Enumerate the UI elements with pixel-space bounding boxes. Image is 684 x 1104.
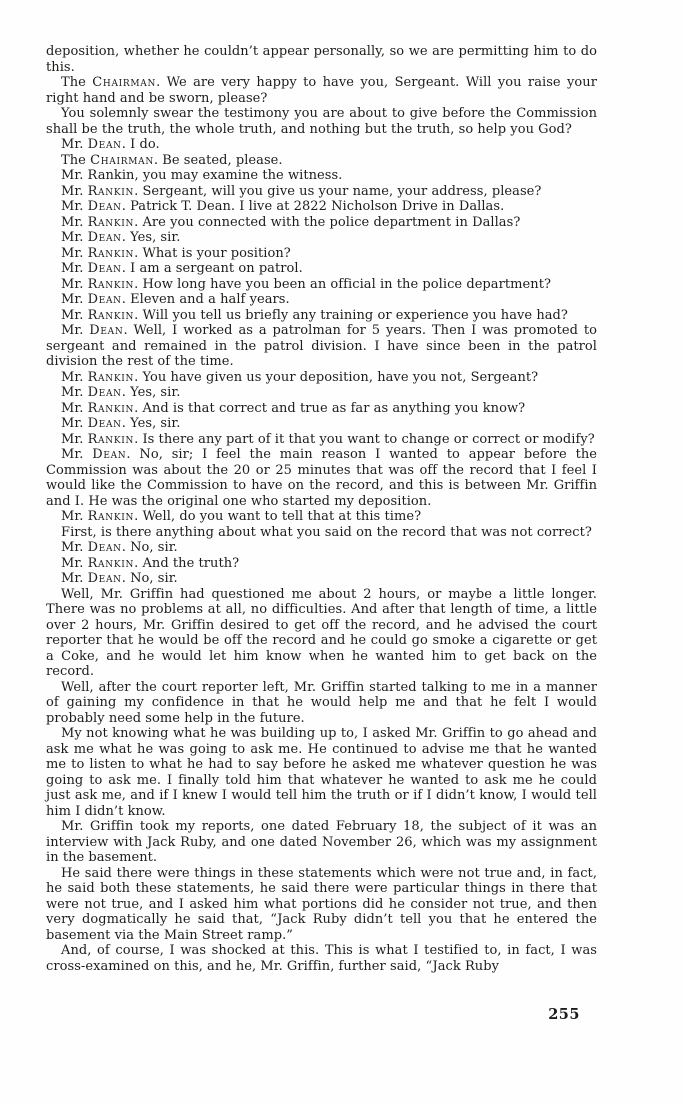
speaker-name: Chairman bbox=[92, 75, 157, 90]
paragraph bbox=[46, 137, 597, 153]
paragraph bbox=[46, 184, 597, 200]
paragraph-text: Mr. bbox=[61, 199, 88, 214]
paragraph-text: . No, sir; I feel the main reason I wanted to appear before the Commission was about the 20 or 25 minutes that was off the record that I feel I would like the Commission to have on the record, and this is between Mr. Griffin and I. He was the original one who started my deposition. bbox=[46, 447, 598, 509]
paragraph-text: You solemnly swear the testimony you are about to give before the Commission shall be the truth, the whole truth, and nothing but the truth, so help you God? bbox=[46, 106, 597, 137]
paragraph-text: Mr. bbox=[61, 261, 88, 276]
text-block bbox=[46, 44, 597, 974]
speaker-name: Rankin bbox=[87, 509, 135, 524]
speaker-name: Dean bbox=[87, 137, 122, 152]
paragraph-text: Mr. bbox=[61, 571, 88, 586]
paragraph bbox=[46, 385, 597, 401]
paragraph bbox=[46, 943, 597, 974]
speaker-name: Dean bbox=[87, 261, 122, 276]
paragraph-text: Mr. bbox=[61, 369, 88, 385]
speaker-name: Dean bbox=[87, 540, 122, 555]
paragraph bbox=[46, 447, 597, 509]
paragraph bbox=[46, 277, 597, 293]
paragraph-text: Well, after the court reporter left, Mr. Griffin started talking to me in a manner of gaining my confidence in that he would help me and that he felt I would probably need some help in the future. bbox=[46, 679, 597, 726]
speaker-name: Dean bbox=[87, 416, 122, 431]
paragraph-text: . Yes, sir. bbox=[121, 416, 181, 431]
paragraph bbox=[46, 199, 597, 215]
paragraph-text: . Yes, sir. bbox=[121, 385, 181, 400]
paragraph-text: . What is your position? bbox=[134, 245, 291, 261]
paragraph bbox=[46, 571, 597, 587]
paragraph-text: Mr. bbox=[61, 323, 90, 338]
paragraph-text: Mr. bbox=[61, 509, 88, 524]
paragraph bbox=[46, 509, 597, 525]
paragraph bbox=[46, 370, 597, 386]
paragraph-text: He said there were things in these statements which were not true and, in fact, he said both these statements, he said there were particular things in there that were not true, and I asked him what portions did he consider not true, and then very dogmatically he said that, “Jack Ruby didn’t tell you that he entered the basement via the Main Street ramp.” bbox=[46, 865, 597, 943]
speaker-name: Dean bbox=[89, 323, 124, 338]
paragraph-text: Mr. bbox=[61, 431, 88, 447]
speaker-name: Rankin bbox=[87, 555, 135, 571]
paragraph-text: . I am a sergeant on patrol. bbox=[121, 261, 303, 276]
paragraph bbox=[46, 866, 597, 944]
paragraph-text: . Yes, sir. bbox=[121, 230, 181, 245]
paragraph-text: Mr. bbox=[61, 400, 88, 416]
paragraph-text: . I do. bbox=[121, 137, 160, 152]
paragraph-text: Mr. bbox=[61, 276, 88, 292]
paragraph-text: Mr. bbox=[61, 540, 88, 555]
paragraph bbox=[46, 726, 597, 819]
speaker-name: Dean bbox=[87, 230, 122, 245]
speaker-name: Rankin bbox=[87, 307, 135, 323]
paragraph-text: And, of course, I was shocked at this. This is what I testified to, in fact, I was cross-examined on this, and he, Mr. Griffin, further said, “Jack Ruby bbox=[46, 943, 597, 974]
paragraph-text: . Well, do you want to tell that at this time? bbox=[134, 509, 422, 524]
speaker-name: Rankin bbox=[87, 214, 135, 230]
speaker-name: Rankin bbox=[87, 276, 135, 292]
paragraph-text: . No, sir. bbox=[121, 540, 178, 555]
paragraph-text: Mr. bbox=[61, 292, 88, 307]
paragraph bbox=[46, 525, 597, 541]
paragraph bbox=[46, 556, 597, 572]
paragraph-text: . How long have you been an official in the police department? bbox=[134, 276, 551, 292]
paragraph-text: The bbox=[61, 152, 91, 168]
paragraph-text: Mr. bbox=[61, 416, 88, 431]
paragraph bbox=[46, 215, 597, 231]
paragraph bbox=[46, 230, 597, 246]
paragraph-text: . Patrick T. Dean. I live at 2822 Nicholson Drive in Dallas. bbox=[121, 199, 505, 214]
paragraph bbox=[46, 540, 597, 556]
paragraph-text: . You have given us your deposition, have you not, Sergeant? bbox=[134, 369, 539, 385]
speaker-name: Rankin bbox=[87, 369, 135, 385]
paragraph-text: . And is that correct and true as far as anything you know? bbox=[134, 400, 526, 416]
paragraph-text: Mr. bbox=[61, 385, 88, 400]
speaker-name: Rankin bbox=[87, 431, 135, 447]
speaker-name: Dean bbox=[87, 292, 122, 307]
paragraph-text: . Be seated, please. bbox=[153, 152, 283, 168]
paragraph bbox=[46, 819, 597, 866]
paragraph bbox=[46, 168, 597, 184]
paragraph bbox=[46, 401, 597, 417]
paragraph bbox=[46, 44, 597, 75]
paragraph-text: . And the truth? bbox=[134, 555, 240, 571]
speaker-name: Rankin bbox=[87, 400, 135, 416]
paragraph bbox=[46, 680, 597, 727]
paragraph-text: Mr. bbox=[61, 214, 88, 230]
paragraph-text: Mr. bbox=[61, 137, 88, 152]
paragraph-text: Mr. Rankin, you may examine the witness. bbox=[61, 168, 343, 183]
paragraph-text: Mr. bbox=[61, 230, 88, 245]
paragraph-text: deposition, whether he couldn’t appear personally, so we are permitting him to do this. bbox=[46, 44, 597, 75]
paragraph-text: . Sergeant, will you give us your name, your address, please? bbox=[134, 183, 542, 199]
paragraph bbox=[46, 308, 597, 324]
paragraph-text: Mr. Griffin took my reports, one dated February 18, the subject of it was an interview with Jack Ruby, and one dated November 26, which was my assignment in the basement. bbox=[46, 819, 597, 865]
paragraph-text: Mr. bbox=[61, 555, 88, 571]
paragraph bbox=[46, 106, 597, 137]
paragraph bbox=[46, 153, 597, 169]
paragraph-text: Well, Mr. Griffin had questioned me about 2 hours, or maybe a little longer. There was no problems at all, no difficulties. And after that length of time, a little over 2 hours, Mr. Griffin desired to get off the record, and he advised the court reporter that he would be off the record and he could go smoke a cigarette or get a Coke, and he would let him know when he wanted him to get back on the record. bbox=[46, 586, 597, 679]
paragraph-text: First, is there anything about what you said on the record that was not correct? bbox=[61, 524, 592, 540]
paragraph bbox=[46, 292, 597, 308]
paragraph-text: . Eleven and a half years. bbox=[121, 292, 290, 307]
speaker-name: Rankin bbox=[87, 245, 135, 261]
paragraph-text: Mr. bbox=[61, 183, 88, 199]
paragraph-text: . Will you tell us briefly any training or experience you have had? bbox=[134, 307, 568, 323]
speaker-name: Dean bbox=[92, 447, 127, 462]
paragraph-text: . No, sir. bbox=[121, 571, 178, 586]
paragraph-text: . Are you connected with the police department in Dallas? bbox=[134, 214, 521, 230]
paragraph-text: . We are very happy to have you, Sergeant. Will you raise your right hand and be sworn, please? bbox=[46, 75, 597, 106]
speaker-name: Dean bbox=[87, 571, 122, 586]
paragraph bbox=[46, 416, 597, 432]
paragraph bbox=[46, 261, 597, 277]
paragraph bbox=[46, 587, 597, 680]
paragraph-text: . Well, I worked as a patrolman for 5 years. Then I was promoted to sergeant and remained in the patrol division. I have since been in the patrol division the rest of the time. bbox=[46, 323, 598, 369]
speaker-name: Chairman bbox=[90, 152, 154, 168]
paragraph-text: The bbox=[61, 75, 93, 90]
speaker-name: Dean bbox=[87, 385, 122, 400]
speaker-name: Dean bbox=[87, 199, 122, 214]
paragraph-text: Mr. bbox=[61, 447, 93, 462]
page-number: 255 bbox=[548, 1006, 580, 1023]
paragraph bbox=[46, 75, 597, 106]
paragraph-text: Mr. bbox=[61, 307, 88, 323]
paragraph-text: . Is there any part of it that you want to change or correct or modify? bbox=[134, 431, 595, 447]
speaker-name: Rankin bbox=[87, 183, 135, 199]
paragraph bbox=[46, 432, 597, 448]
paragraph bbox=[46, 246, 597, 262]
paragraph-text: Mr. bbox=[61, 245, 88, 261]
paragraph bbox=[46, 323, 597, 370]
paragraph-text: My not knowing what he was building up to, I asked Mr. Griffin to go ahead and ask me what he was going to ask me. He continued to advise me that he wanted me to listen to what he had to say before he asked me whatever question he was going to ask me. I finally told him that whatever he wanted to ask me he could just ask me, and if I knew I would tell him the truth or if I didn’t know, I would tell him I didn’t know. bbox=[46, 726, 597, 819]
